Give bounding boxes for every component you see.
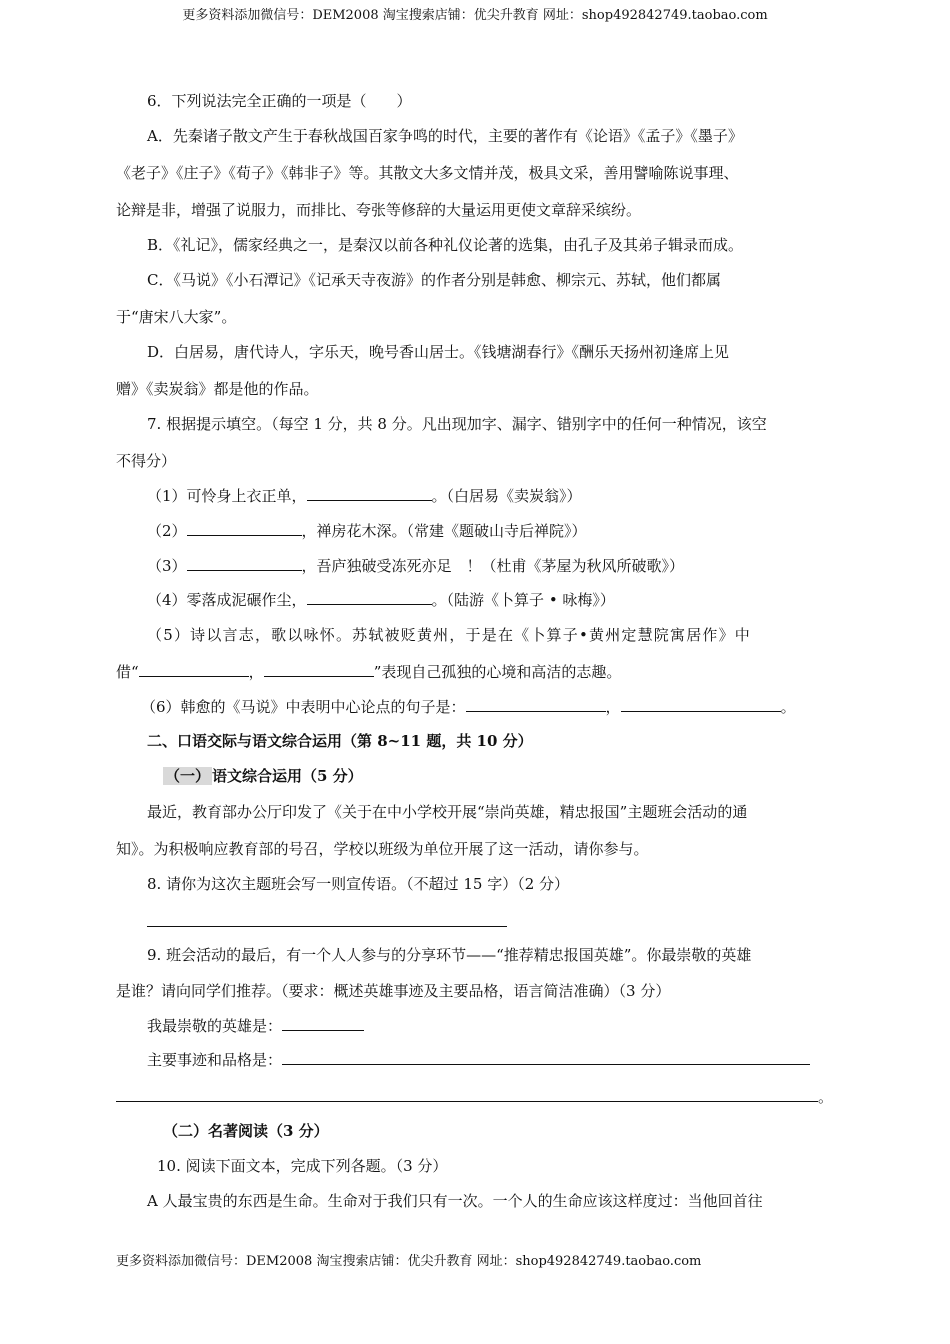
section-2-sub1-title: 语文综合运用（5 分） [212, 767, 363, 785]
q7-item-3 [147, 556, 684, 576]
q7-item-4-suffix: 。（陆游《卜算子 • 咏梅》） [431, 591, 615, 609]
section-2-title: 二、口语交际与语文综合运用（第 8~11 题，共 10 分） [147, 732, 533, 750]
q7-item-5-comma: ， [248, 663, 264, 681]
q6-option-c-line1: C．《马说》《小石潭记》《记承天寺夜游》的作者分别是韩愈、柳宗元、苏轼，他们都属 [147, 271, 721, 289]
q9-deeds-line2 [116, 1087, 833, 1107]
q6-option-a-line1: A．先秦诸子散文产生于春秋战国百家争鸣的时代，主要的著作有《论语》《孟子》《墨子》 [147, 127, 743, 145]
q7-item-4-prefix: （4）零落成泥碾作尘， [147, 591, 307, 609]
q7-item-6-prefix: （6）韩愈的《马说》中表明中心论点的句子是： [141, 698, 466, 716]
q7-blank-3[interactable] [187, 556, 302, 571]
q10-stem: 10. 阅读下面文本，完成下列各题。（3 分） [157, 1157, 448, 1175]
q7-blank-2[interactable] [187, 521, 302, 536]
q7-blank-6a[interactable] [466, 697, 606, 712]
q7-item-4 [147, 590, 615, 610]
q7-item-2-suffix: ，禅房花木深。（常建《题破山寺后禅院》） [301, 522, 587, 540]
q9-hero [147, 1016, 364, 1036]
q7-item-6 [141, 697, 796, 717]
q9-deeds-blank[interactable] [282, 1050, 810, 1065]
q9-stem-line2: 是谁？请向同学们推荐。（要求：概述英雄事迹及主要品格，语言简洁准确）（3 分） [116, 982, 671, 1000]
q6-option-b: B．《礼记》，儒家经典之一，是秦汉以前各种礼仪论著的选集，由孔子及其弟子辑录而成。 [147, 236, 744, 254]
q9-stem-line1: 9. 班会活动的最后，有一个人人参与的分享环节——“推荐精忠报国英雄”。你最崇敬的英雄 [147, 946, 752, 964]
q7-item-6-comma: ， [605, 698, 621, 716]
q8-stem: 8. 请你为这次主题班会写一则宣传语。（不超过 15 字）（2 分） [147, 875, 570, 893]
q6-option-a-line3: 论辩是非，增强了说服力，而排比、夸张等修辞的大量运用更使文章辞采缤纷。 [116, 201, 642, 219]
q7-item-2 [147, 521, 587, 541]
q6-option-d-line2: 赠》《卖炭翁》都是他的作品。 [116, 380, 319, 398]
page-header: 更多资料添加微信号：DEM2008 淘宝搜索店铺：优尖升教育 网址：shop492842749.taobao.com [182, 8, 768, 23]
q7-blank-5b[interactable] [264, 662, 374, 677]
q7-item-5-close: ”表现自己孤独的心境和高洁的志趣。 [373, 663, 622, 681]
q9-hero-label: 我最崇敬的英雄是： [147, 1017, 283, 1035]
q7-blank-4[interactable] [307, 590, 432, 605]
q7-item-3-suffix: ，吾庐独破受冻死亦足 ！（杜甫《茅屋为秋风所破歌》） [301, 557, 685, 575]
intro-line2: 知》。为积极响应教育部的号召，学校以班级为单位开展了这一活动，请你参与。 [116, 840, 649, 858]
q7-stem-line2: 不得分） [116, 452, 177, 470]
q7-item-5-open: 借“ [116, 663, 139, 681]
q7-blank-1[interactable] [307, 486, 432, 501]
q6-stem: 6．下列说法完全正确的一项是（ ） [147, 92, 412, 110]
q7-blank-5a[interactable] [139, 662, 249, 677]
q6-option-c-line2: 于“唐宋八大家”。 [116, 308, 237, 326]
q7-item-1-suffix: 。（白居易《卖炭翁》） [431, 487, 582, 505]
q6-option-d-line1: D．白居易，唐代诗人，字乐天，晚号香山居士。《钱塘湖春行》《酬乐天扬州初逢席上见 [147, 343, 730, 361]
q8-answer-line[interactable] [147, 912, 507, 927]
section-2-sub2: （二）名著阅读（3 分） [163, 1122, 329, 1140]
q7-item-1 [147, 486, 582, 506]
q9-deeds-label: 主要事迹和品格是： [147, 1051, 283, 1069]
q7-item-3-prefix: （3） [147, 557, 187, 575]
q7-item-5-line1: （5）诗以言志，歌以咏怀。苏轼被贬黄州，于是在《卜算子•黄州定慧院寓居作》中 [147, 626, 751, 644]
q7-item-6-end: 。 [780, 698, 796, 716]
q7-blank-6b[interactable] [621, 697, 781, 712]
q9-end-mark: 。 [818, 1088, 834, 1106]
intro-line1: 最近，教育部办公厅印发了《关于在中小学校开展“崇尚英雄，精忠报国”主题班会活动的通 [147, 803, 748, 821]
q9-deeds-blank-2[interactable] [116, 1087, 818, 1102]
q10-text: A 人最宝贵的东西是生命。生命对于我们只有一次。一个人的生命应该这样度过：当他回首往 [147, 1192, 763, 1210]
q6-option-a-line2: 《老子》《庄子》《荀子》《韩非子》等。其散文大多文情并茂，极具文采，善用譬喻陈说事理、 [116, 164, 739, 182]
section-2-sub1-mark: （一） [165, 767, 211, 785]
section-2-sub1 [163, 766, 363, 786]
q9-deeds [147, 1050, 810, 1070]
page-footer: 更多资料添加微信号：DEM2008 淘宝搜索店铺：优尖升教育 网址：shop492842749.taobao.com [116, 1254, 702, 1269]
q7-item-1-prefix: （1）可怜身上衣正单， [147, 487, 307, 505]
q7-item-5-line2 [116, 662, 621, 682]
q7-item-2-prefix: （2） [147, 522, 187, 540]
q7-stem-line1: 7. 根据提示填空。（每空 1 分，共 8 分。凡出现加字、漏字、错别字中的任何一种情况，该空 [147, 415, 767, 433]
q9-hero-blank[interactable] [282, 1016, 364, 1031]
